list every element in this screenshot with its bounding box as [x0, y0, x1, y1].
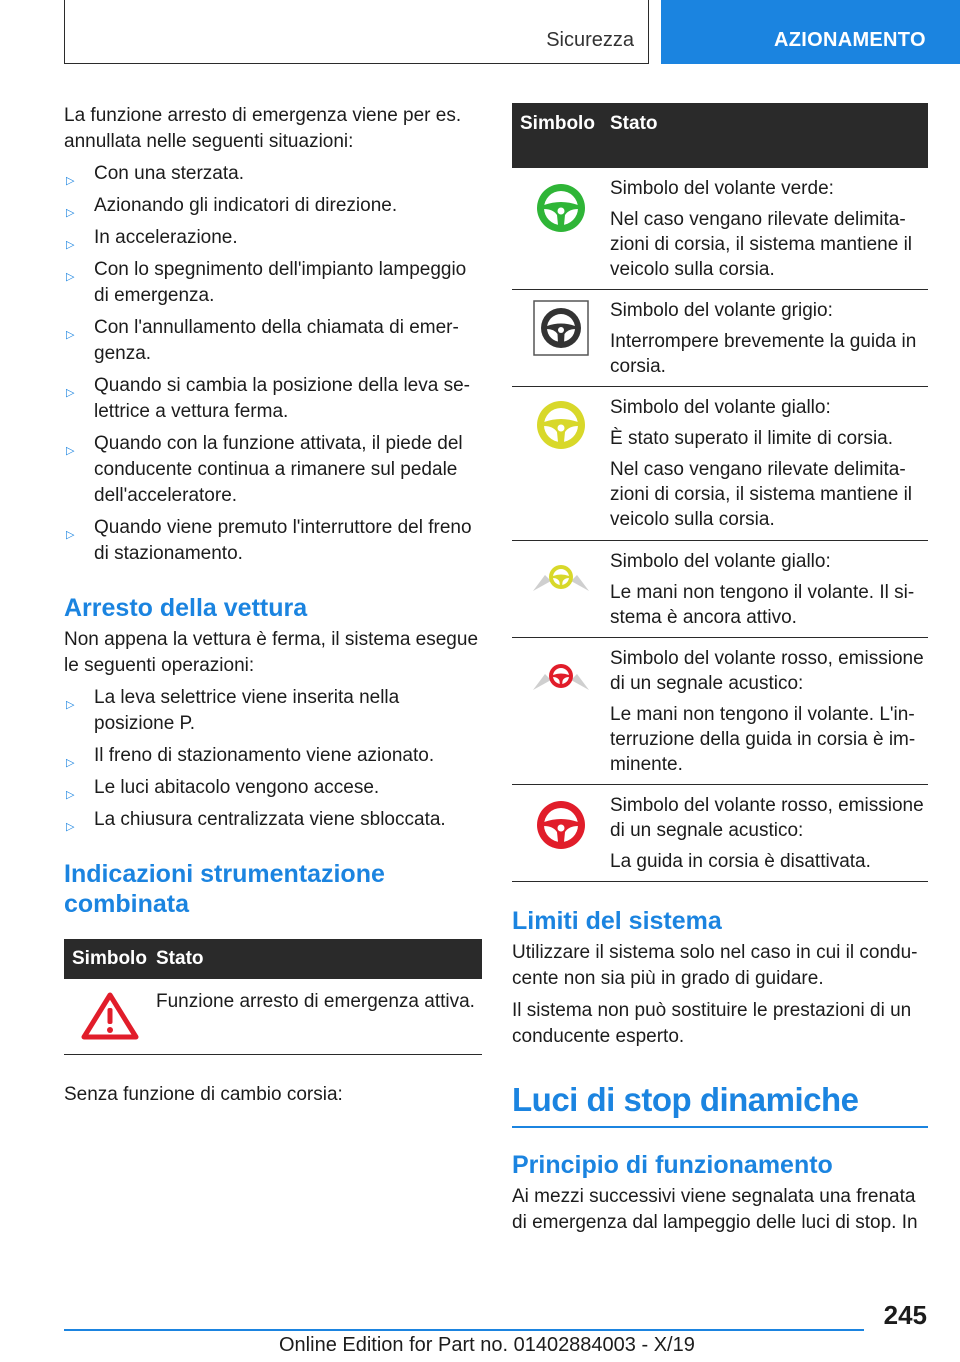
header-section-box	[64, 0, 649, 64]
bullet-triangle-icon: ▷	[66, 239, 75, 251]
table-header-state: Stato	[156, 948, 204, 969]
page-number: 245	[883, 1300, 927, 1330]
footer-divider	[64, 1329, 864, 1331]
heading-arresto: Arresto della vettura	[64, 594, 308, 622]
list-item: ▷ La leva selettrice viene inserita nella posizione P.	[66, 687, 400, 734]
table-row	[512, 785, 928, 882]
list-item: ▷ Con una sterzata.	[64, 161, 482, 187]
state-title: Simbolo del volante verde:	[610, 178, 834, 199]
heading-divider	[512, 1126, 928, 1128]
bullet-triangle-icon: ▷	[66, 329, 75, 341]
state-desc: Le mani non tengono il volante. Il sistema è ancora attivo.	[610, 582, 915, 628]
header-chapter-box	[661, 0, 960, 64]
bullet-triangle-icon: ▷	[66, 529, 75, 541]
table-header-symbol: Simbolo	[520, 113, 595, 134]
state-desc: Nel caso vengano rilevate delimitazioni di corsia, il sistema mantiene il veicolo sulla corsia.	[610, 459, 913, 530]
arresto-text: Non appena la vettura è ferma, il sistema esegue le seguenti operazioni:	[64, 629, 479, 676]
table-row	[512, 638, 928, 785]
warning-triangle-icon	[80, 991, 140, 1041]
state-title: Simbolo del volante rosso, emissione di un segnale acustico:	[610, 648, 924, 694]
list-item: ▷ Azionando gli indicatori di direzione.	[64, 193, 482, 219]
senza-text: Senza funzione di cambio corsia:	[64, 1084, 343, 1105]
state-desc: Interrompere brevemente la guida in corsia.	[610, 331, 917, 377]
state-title: Simbolo del volante giallo:	[610, 551, 831, 572]
right-column	[512, 103, 928, 1236]
symbol-table	[64, 939, 482, 1055]
table-row	[512, 387, 928, 541]
heading-limiti: Limiti del sistema	[512, 907, 722, 935]
limiti-text-2: Il sistema non può sostituire le prestazioni di un conducente esperto.	[512, 1000, 912, 1047]
table-row	[64, 979, 482, 1055]
state-desc: Le mani non tengono il volante. L'interruzione della guida in corsia è imminente.	[610, 704, 916, 775]
list-item: ▷ Con lo spegnimento dell'impianto lampeggio di emergenza.	[66, 259, 467, 306]
list-item: ▷ Quando si cambia la posizione della leva selettrice a vettura ferma.	[66, 375, 470, 422]
footer-edition: Online Edition for Part no. 01402884003 - X/19	[279, 1334, 695, 1356]
bullet-triangle-icon: ▷	[66, 387, 75, 399]
bullet-triangle-icon: ▷	[66, 175, 75, 187]
list-item: ▷ Il freno di stazionamento viene azionato.	[64, 743, 482, 769]
bullet-triangle-icon: ▷	[66, 789, 75, 801]
list-item: ▷ In accelerazione.	[64, 225, 482, 251]
table-header	[512, 103, 928, 168]
state-desc: Nel caso vengano rilevate delimitazioni di corsia, il sistema mantiene il veicolo sulla corsia.	[610, 209, 913, 280]
table-state-text: Funzione arresto di emergenza attiva.	[156, 991, 475, 1012]
list-item: ▷ La chiusura centralizzata viene sbloccata.	[64, 807, 482, 833]
bullet-triangle-icon: ▷	[66, 699, 75, 711]
state-title: Simbolo del volante giallo:	[610, 397, 831, 418]
table-row	[512, 541, 928, 638]
heading-indicazioni: Indicazioni strumentazione combinata	[64, 860, 385, 918]
bullet-triangle-icon: ▷	[66, 271, 75, 283]
limiti-text-1: Utilizzare il sistema solo nel caso in cui il conducente non sia più in grado di guidare.	[512, 942, 918, 989]
state-title: Simbolo del volante rosso, emissione di un segnale acustico:	[610, 795, 924, 841]
table-header-state: Stato	[610, 113, 658, 134]
steering-wheel-yellow-hands-icon	[531, 561, 591, 597]
header-chapter-label: AZIONAMENTO	[774, 29, 926, 51]
state-title: Simbolo del volante grigio:	[610, 300, 833, 321]
steering-wheel-red-hands-icon	[531, 660, 591, 696]
principio-text: Ai mezzi successivi viene segnalata una frenata di emergenza dal lampeggio delle luci di stop. In	[512, 1186, 918, 1233]
table-header-symbol: Simbolo	[72, 948, 147, 969]
state-desc: È stato superato il limite di corsia.	[610, 428, 894, 449]
heading-principio: Principio di funzionamento	[512, 1151, 833, 1179]
steering-wheel-green-icon	[533, 180, 589, 236]
left-column	[64, 103, 482, 1108]
cancel-conditions-list	[64, 161, 482, 567]
steering-wheel-yellow-icon	[533, 397, 589, 453]
list-item: ▷ Quando viene premuto l'interruttore del freno di stazionamento.	[66, 517, 472, 564]
bullet-triangle-icon: ▷	[66, 207, 75, 219]
intro-text: La funzione arresto di emergenza viene per es. annullata nelle seguenti situazioni:	[64, 105, 462, 152]
state-desc: La guida in corsia è disattivata.	[610, 851, 871, 872]
header-section-label: Sicurezza	[546, 29, 634, 51]
bullet-triangle-icon: ▷	[66, 821, 75, 833]
list-item: ▷ Con l'annullamento della chiamata di emergenza.	[66, 317, 459, 364]
arresto-list	[64, 685, 482, 833]
table-state-cell	[156, 979, 482, 1054]
heading-luci: Luci di stop dinamiche	[512, 1081, 859, 1118]
table-header	[64, 939, 482, 979]
bullet-triangle-icon: ▷	[66, 445, 75, 457]
table-row	[512, 168, 928, 290]
lane-table	[512, 103, 928, 882]
list-item: ▷ Quando con la funzione attivata, il piede del conducente continua a rimanere sul pedale dell'acceleratore.	[66, 433, 463, 506]
bullet-triangle-icon: ▷	[66, 757, 75, 769]
list-item: ▷ Le luci abitacolo vengono accese.	[64, 775, 482, 801]
warning-triangle-cell	[64, 979, 156, 1054]
steering-wheel-grey-icon	[533, 300, 589, 356]
steering-wheel-red-icon	[533, 797, 589, 853]
table-row	[512, 290, 928, 387]
